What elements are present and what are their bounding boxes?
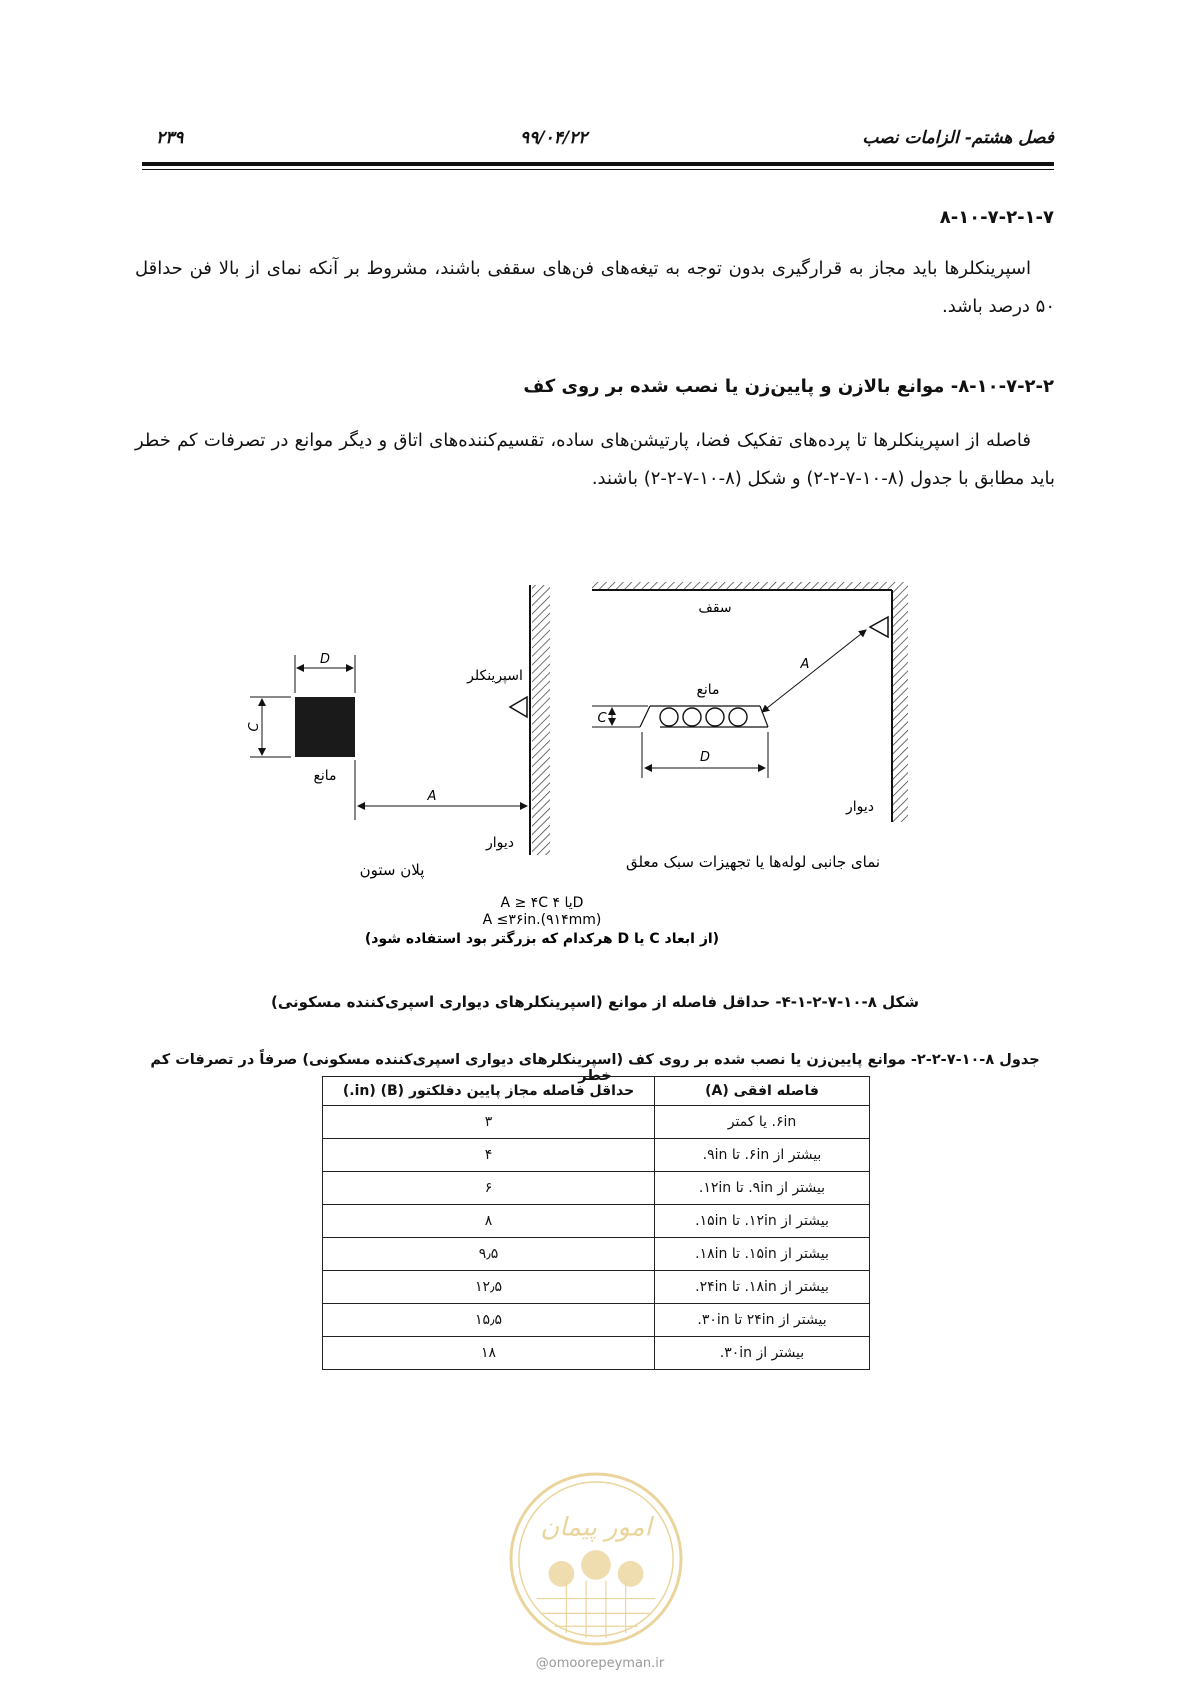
label-D: D	[319, 652, 331, 667]
label-C: C	[247, 722, 262, 732]
cell-min-distance: ۹٫۵	[323, 1238, 655, 1271]
table-caption: جدول ۸-۱۰-۷-۲-۲- موانع پایین‌زن یا نصب شده بر روی کف (اسپرینکلرهای دیواری اسپری‌کننده مسکونی) صرفاً در تصرفات کم خطر	[150, 1052, 1040, 1084]
cell-min-distance: ۱۲٫۵	[323, 1271, 655, 1304]
cell-horizontal-distance: بیشتر از ۶in. تا ۹in.	[655, 1139, 870, 1172]
suspended-pipes	[640, 706, 768, 727]
column-header-min-distance: حداقل فاصله مجاز پایین دفلکتور (B) (in.)	[323, 1077, 655, 1106]
ceiling-hatch	[592, 582, 892, 589]
scale-icon	[549, 1561, 575, 1587]
caption-column-plan: پلان ستون	[359, 861, 425, 879]
section-heading: ۸-۱۰-۷-۲-۱-۷	[939, 207, 1054, 228]
table-row	[323, 1337, 870, 1370]
obstruction-block	[295, 697, 355, 757]
label-obstruction: مانع	[696, 682, 720, 698]
label-ceiling: سقف	[698, 600, 732, 616]
table-row	[323, 1172, 870, 1205]
table-header-row	[323, 1077, 870, 1106]
wall-hatch	[892, 582, 908, 822]
chapter-title: فصل هشتم- الزامات نصب	[862, 128, 1054, 148]
section-heading: ۸-۱۰-۷-۲-۲- موانع بالازن و پایین‌زن یا نصب شده بر روی کف	[523, 376, 1054, 397]
table-row	[323, 1238, 870, 1271]
column-plan-diagram	[247, 585, 550, 880]
logo-grid	[537, 1581, 656, 1638]
cell-horizontal-distance: بیشتر از ۱۸in. تا ۲۴in.	[655, 1271, 870, 1304]
caption-side-view: نمای جانبی لوله‌ها یا تجهیزات سبک معلق	[625, 853, 881, 871]
helmet-icon	[618, 1561, 644, 1587]
label-sprinkler: اسپرینکلر	[467, 668, 523, 684]
clearance-formula	[365, 895, 719, 947]
wall-hatch	[532, 585, 550, 855]
cell-min-distance: ۱۵٫۵	[323, 1304, 655, 1337]
obstruction-table	[322, 1076, 870, 1370]
sprinkler-symbol	[870, 617, 888, 637]
label-D: D	[699, 750, 711, 765]
paragraph: اسپرینکلرها باید مجاز به قرارگیری بدون توجه به تیغه‌های فن‌های سقفی باشند، مشروط بر آنکه نمای از بالا فن حداقل ۵۰ درصد باشد.	[135, 258, 1055, 317]
dimension-A	[762, 630, 866, 712]
paragraph: فاصله از اسپرینکلرها تا پرده‌های تفکیک فضا، پارتیشن‌های ساده، تقسیم‌کننده‌های اتاق و دیگر موانع در تصرفات کم خطر باید مطابق با جدول (۸-۱۰-۷-۲-۲) و شکل (۸-۱۰-۷-۲-۲) باشند.	[135, 430, 1055, 489]
table-row	[323, 1139, 870, 1172]
cell-horizontal-distance: بیشتر از ۱۵in. تا ۱۸in.	[655, 1238, 870, 1271]
watermark-url: @omoorepeyman.ir	[535, 1656, 665, 1671]
page-number: ۲۳۹	[156, 128, 184, 148]
formula-line-1: A ≥ ۴C یا ۴D	[500, 895, 584, 911]
cell-horizontal-distance: بیشتر از ۱۲in. تا ۱۵in.	[655, 1205, 870, 1238]
cell-horizontal-distance: بیشتر از ۹in. تا ۱۲in.	[655, 1172, 870, 1205]
label-wall: دیوار	[845, 799, 875, 815]
cell-min-distance: ۱۸	[323, 1337, 655, 1370]
logo-text: امور پیمان	[540, 1512, 652, 1543]
document-date: ۹۹/۰۴/۲۲	[520, 128, 588, 148]
table-row	[323, 1304, 870, 1337]
label-wall: دیوار	[485, 835, 515, 851]
formula-line-2: A ≤۳۶in.(۹۱۴mm)	[482, 912, 602, 928]
people-icon	[581, 1550, 611, 1580]
sprinkler-symbol	[510, 697, 527, 717]
table-row	[323, 1106, 870, 1139]
cell-min-distance: ۸	[323, 1205, 655, 1238]
label-obstruction: مانع	[313, 768, 337, 784]
cell-horizontal-distance: بیشتر از ۲۴in تا ۳۰in.	[655, 1304, 870, 1337]
cell-horizontal-distance: بیشتر از ۳۰in.	[655, 1337, 870, 1370]
label-A: A	[800, 657, 810, 672]
table-row	[323, 1205, 870, 1238]
cell-horizontal-distance: ۶in. یا کمتر	[655, 1106, 870, 1139]
cell-min-distance: ۳	[323, 1106, 655, 1139]
formula-line-3: (از ابعاد C یا D هرکدام که بزرگتر بود استفاده شود)	[364, 931, 720, 947]
label-C: C	[597, 711, 607, 726]
label-A: A	[427, 789, 437, 804]
table-row	[323, 1271, 870, 1304]
side-view-diagram	[592, 582, 908, 871]
column-header-horizontal-distance: فاصله افقی (A)	[655, 1077, 870, 1106]
watermark-logo	[507, 1470, 685, 1648]
cell-min-distance: ۴	[323, 1139, 655, 1172]
cell-min-distance: ۶	[323, 1172, 655, 1205]
figure-caption: شکل ۸-۱۰-۷-۲-۱-۴- حداقل فاصله از موانع (اسپرینکلرهای دیواری اسپری‌کننده مسکونی)	[271, 993, 919, 1011]
